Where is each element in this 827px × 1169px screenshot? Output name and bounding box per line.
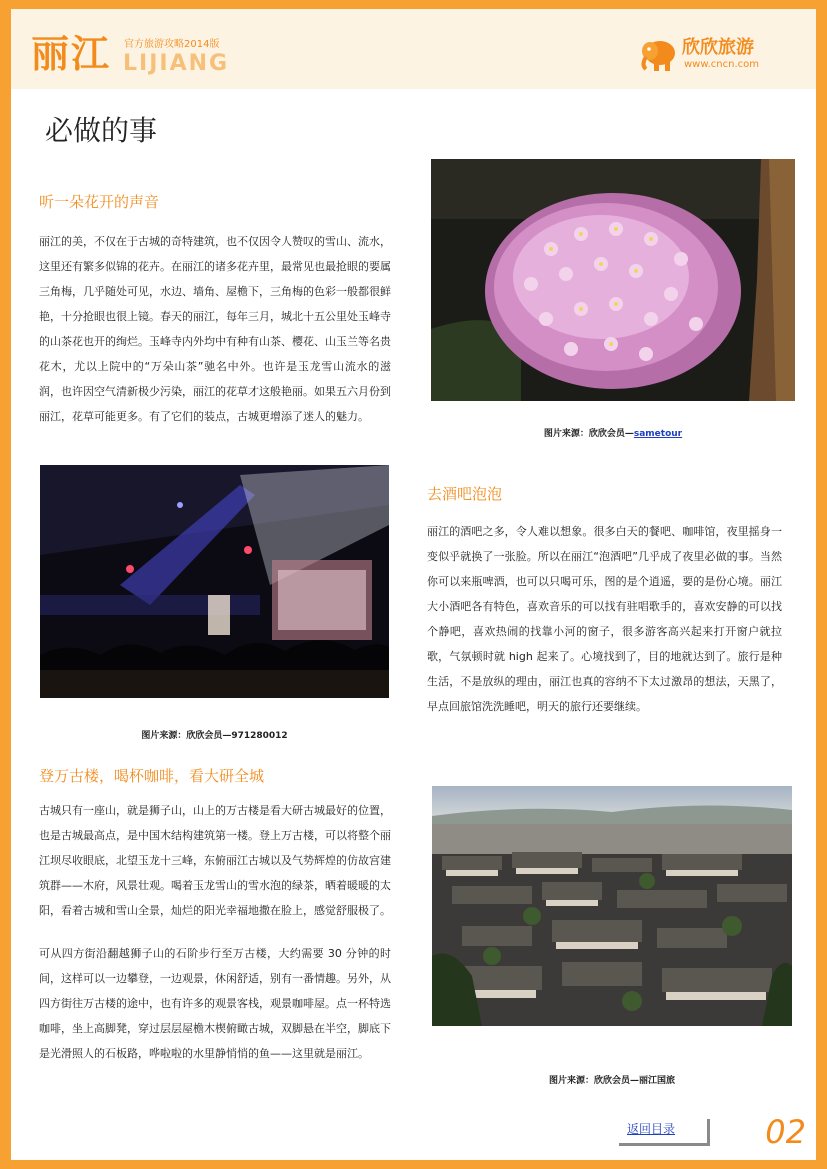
brand-name: 欣欣旅游 <box>682 37 754 58</box>
section-title-flower: 听一朵花开的声音 <box>39 193 160 211</box>
page-number: 02 <box>765 1113 806 1151</box>
back-to-contents-button[interactable] <box>619 1119 710 1146</box>
logo-subtitle: 官方旅游攻略2014版 <box>124 39 220 50</box>
section-title-tower: 登万古楼，喝杯咖啡，看大研全城 <box>39 767 265 785</box>
section-body-flower: 丽江的美，不仅在于古城的奇特建筑，也不仅因令人赞叹的雪山、流水，这里还有繁多似锦的花卉。在丽江的诸多花卉里，最常见也最抢眼的要属三角梅，几乎随处可见，水边、墙角、屋檐下，三角梅的色彩一般都很鲜艳，十分抢眼也很上镜。春天的丽江，每年三月，城北十五公里处玉峰寺的山茶花也开的绚烂。玉峰寺内外均中有种有山茶、樱花、山玉兰等名贵花木，尤以上院中的“万朵山茶”驰名中外。也许是玉龙雪山流水的滋润，也许因空气清新极少污染，丽江的花草才这般艳丽。如果五六月份到丽江，花草可能更多。有了它们的装点，古城更增添了迷人的魅力。 <box>39 235 391 423</box>
logo-english: LIJIANG <box>123 51 230 76</box>
flower-photo <box>431 159 795 401</box>
caption-source-link[interactable]: sametour <box>633 429 683 439</box>
logo-title: 丽江 <box>31 32 112 76</box>
brand-logo <box>638 35 788 75</box>
section-title-bar: 去酒吧泡泡 <box>427 485 503 503</box>
page-title: 必做的事 <box>45 114 158 147</box>
bar-photo <box>40 465 389 698</box>
elephant-icon <box>638 37 678 73</box>
section-body-tower-1: 古城只有一座山，就是狮子山，山上的万古楼是看大研古城最好的位置，也是古城最高点，是中国木结构建筑第一楼。登上万古楼，可以将整个丽江坝尽收眼底，北望玉龙十三峰，东俯丽江古城以及气势辉煌的仿故宫建筑群——木府，风景壮观。喝着玉龙雪山的雪水泡的绿茶，晒着暖暖的太阳，看着古城和雪山全景，灿烂的阳光幸福地撒在脸上，感觉舒服极了。 <box>39 804 391 917</box>
bar-photo-caption: 图片来源：欣欣会员—971280012 <box>141 731 288 741</box>
section-body-bar: 丽江的酒吧之多，令人难以想象。很多白天的餐吧、咖啡馆，夜里摇身一变似乎就换了一张脸。所以在丽江“泡酒吧”几乎成了夜里必做的事。当然你可以来瓶啤酒，也可以只喝可乐，图的是个逍遥，要的是份心境。丽江大小酒吧各有特色，喜欢音乐的可以找有驻唱歌手的，喜欢安静的可以找个静吧，喜欢热闹的找靠小河的窗子，很多游客高兴起来打开窗户就拉歌，气氛顿时就 high 起来了。心境找到了，目的地就达到了。旅行是种生活，不是放纵的理由，丽江也真的容纳不下太过激昂的想法，天黑了，早点回旅馆洗洗睡吧，明天的旅行还要继续。 <box>427 525 782 713</box>
section-body-tower-2: 可从四方街沿翻越狮子山的石阶步行至万古楼，大约需要 30 分钟的时间，这样可以一边攀登，一边观景，休闲舒适，别有一番情趣。另外，从四方街往万古楼的途中，也有许多的观景客栈，观景咖啡屋。点一杯特选咖啡，坐上高脚凳，穿过层层屋檐木楔俯瞰古城，双脚悬在半空，脚底下是光滑照人的石板路，哗啦啦的水里静悄悄的鱼——这里就是丽江。 <box>39 947 391 1060</box>
back-to-contents-label[interactable]: 返回目录 <box>627 1122 676 1136</box>
header-banner <box>11 9 816 89</box>
page <box>11 9 816 1160</box>
flower-photo-caption <box>431 427 795 441</box>
caption-prefix: 图片来源：欣欣会员— <box>543 429 634 439</box>
oldtown-photo <box>432 786 792 1026</box>
oldtown-photo-caption: 图片来源：欣欣会员—丽江国旅 <box>548 1076 675 1086</box>
brand-url: www.cncn.com <box>684 59 760 70</box>
